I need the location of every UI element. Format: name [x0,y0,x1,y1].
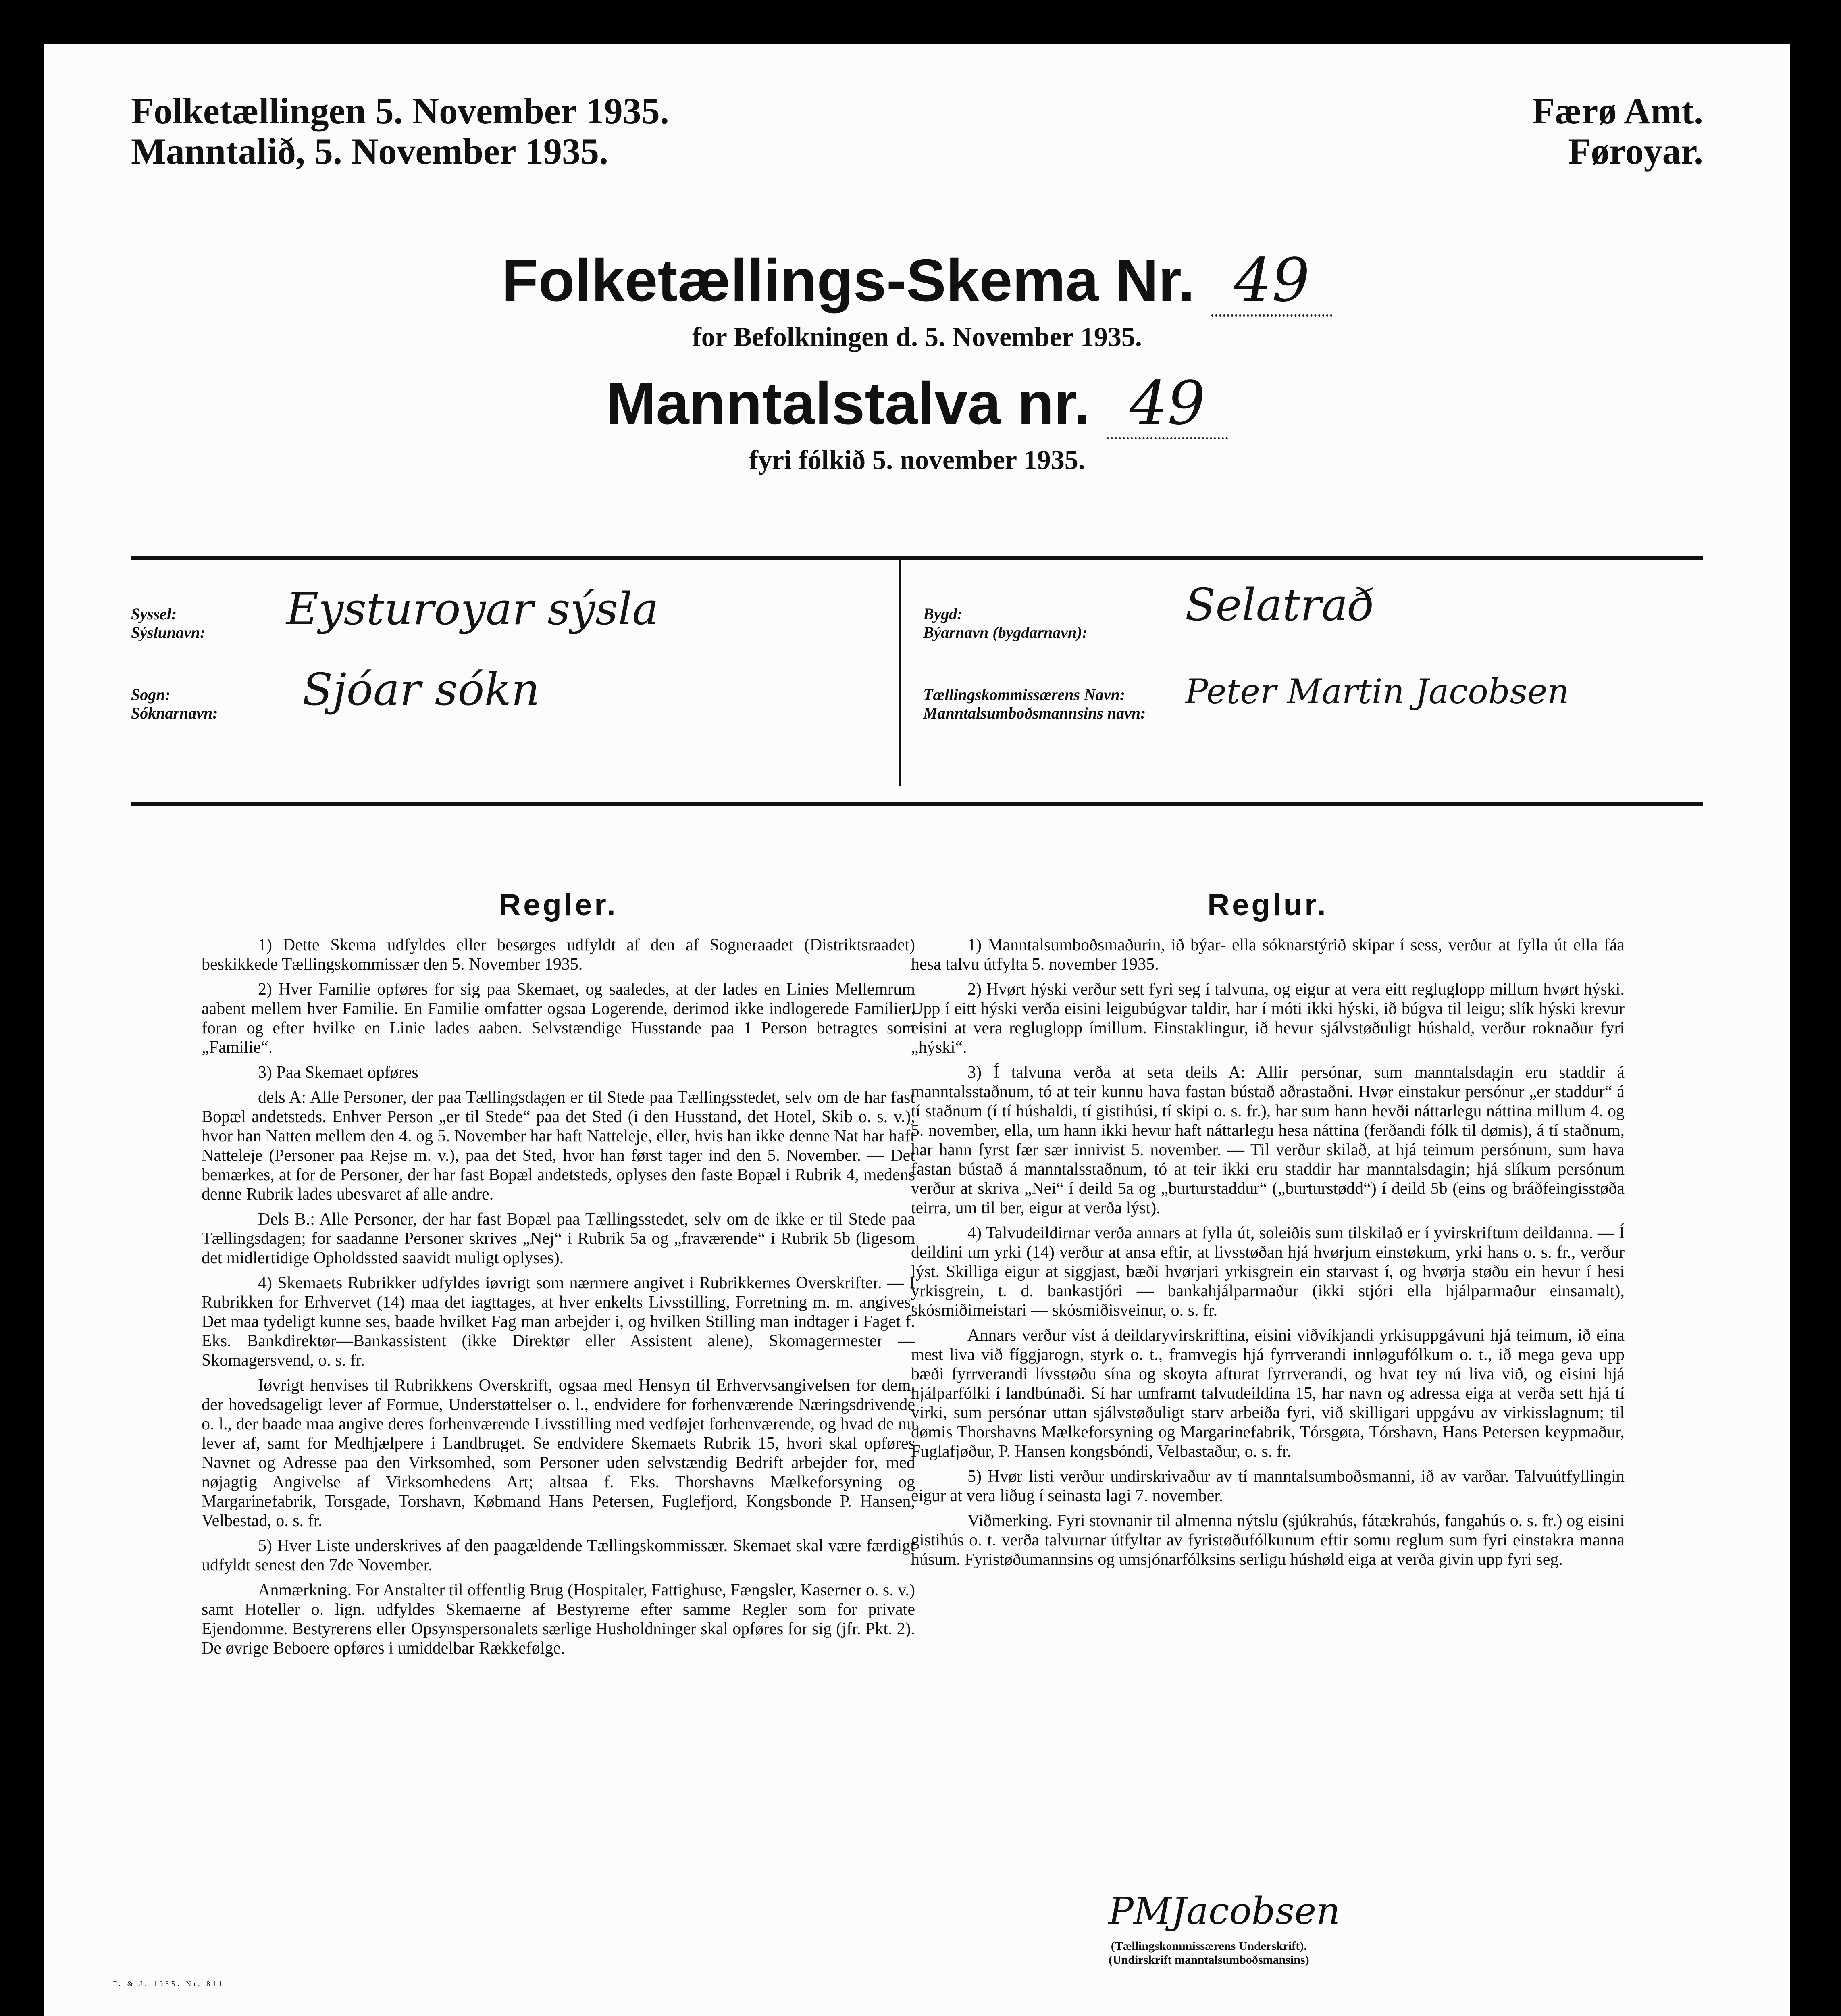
header-right-line1: Færø Amt. [1532,90,1703,131]
signature-caption [1109,1939,1309,1967]
signature-caption-faroese: (Undirskrift manntalsumboðsmansins) [1109,1953,1309,1966]
header-left [131,91,669,171]
reglur-paragraph: 2) Hvørt hýski verður sett fyri seg í talvuna, og eigur at vera eitt regluglopp millum hvørt hýski. Upp í eitt hýski verða eisini leigubúgvar taldir, har í móti ikki hýski, ið búgva til leigu; slík hýski krevur eisini at vera regluglopp ímillum. Einstaklingur, ið hevur sjálvstøðuligt húshald, verður roknaður fyri „hýski“. [911,980,1625,1057]
regler-column [202,887,915,1664]
regler-paragraph: Dels B.: Alle Personer, der har fast Bopæl paa Tællingsstedet, selv om de ikke er til Stede paa Tællingsdagen; for saadanne Personer skrives „Nej“ i Rubrik 5a og „fraværende“ i Rubrik 5b (ligesom det midlertidige Opholdssted saavidt muligt oplyses). [202,1210,915,1267]
kommissaer-label-line1: Tællingskommissærens Navn: [923,685,1125,704]
form-title-faroese [44,369,1790,439]
reglur-paragraph: Viðmerking. Fyri stovnanir til almenna nýtslu (sjúkrahús, fátækrahús, fangahús o. s. fr.) og eisini gistihús o. t. verða talvurnar útfyltar av fyristøðufólkunum eftir somu reglum sum fyri einstakra manna húsum. Fyristøðumannsins og umsjónarfólksins serligu húshøld eiga at verða givin upp fyri seg. [911,1512,1625,1569]
form-title-faroese-text: Manntalstalva nr. [606,370,1090,437]
regler-paragraph: Anmærkning. For Anstalter til offentlig Brug (Hospitaler, Fattighuse, Fængsler, Kaserner o. s. v.) samt Hoteller o. lign. udfyldes Skemaerne af Bestyrerne efter samme Regler som for private Ejendomme. Bestyrerens eller Opsynspersonalets særlige Husholdninger skal opføres for sig (jfr. Pkt. 2). De øvrige Beboere opføres i umiddelbar Rækkefølge. [202,1581,915,1658]
reglur-column [911,887,1625,1575]
form-subtitle-faroese: fyri fólkið 5. november 1935. [749,444,1085,475]
top-divider [131,556,1703,560]
form-title-danish [44,246,1790,317]
census-form-page [44,44,1790,2016]
reglur-paragraph: 5) Hvør listi verður undirskrivaður av tí manntalsumboðsmanni, ið av varðar. Talvuútfyllingin eigur at vera liðug í seinasta lagi 7. november. [911,1467,1625,1505]
signature-caption-danish: (Tællingskommissærens Underskrift). [1111,1939,1307,1953]
printer-mark: F. & J. 1935. Nr. 811 [113,1980,225,1988]
regler-heading: Regler. [499,888,618,922]
header-left-line1: Folketællingen 5. November 1935. [131,90,669,131]
syssel-value: Eysturoyar sýsla [286,583,659,635]
sogn-label-line2: Sóknarnavn: [131,704,218,722]
form-number-faroese: 49 [1107,369,1228,439]
syssel-label-line2: Sýslunavn: [131,623,206,641]
form-subtitle-danish: for Befolkningen d. 5. November 1935. [692,321,1142,352]
regler-paragraph: 1) Dette Skema udfyldes eller besørges udfyldt af den af Sogneraadet (Distriktsraadet) beskikkede Tællingskommissær den 5. November 1935. [202,936,915,974]
header-left-line2: Manntalið, 5. November 1935. [131,131,609,172]
kommissaer-label [923,685,1146,723]
reglur-paragraph: Annars verður víst á deildaryvirskriftina, eisini viðvíkjandi yrkisuppgávuni hjá teimum, ið eina mest liva við fíggjarogn, styrk o. t., framvegis hjá fyrrverandi innløgufólkum o. t., ið mega geva upp bæði fyrrverandi lívsstøðu sína og skoyta afturat fyrrverandi, og hvat tey nú liva við, og eisini hjá hjálparfólki í landbúnaði. Sí har umframt talvudeildina 15, har navn og adressa eiga at verða sett hjá tí virki, sum persónar uttan sjálvstøðuligt starv arbeiða fyri, við skilligari uppgávu av virkisslagnum; til dømis Thorshavns Mælkeforsyning og Margarinefabrik, Tórsgøta, Tórshavn, Hans Petersen keypmaður, Fuglafjøður, P. Hansen kongsbóndi, Velbastaður, o. s. fr. [911,1326,1625,1461]
reglur-paragraph: 4) Talvudeildirnar verða annars at fylla út, soleiðis sum tilskilað er í yvirskriftum deildanna. — Í deildini um yrki (14) verður at ansa eftir, at livsstøðan hjá hvørjum einstøkum, yrki hans o. s. fr., verður lýst. Skilliga eigur at siggjast, bæði hvørjari yrkisgrein ein starvast í, og hvørja støðu ein hevur í hesi yrkisgrein, t. d. bankastjóri — bankahjálparmaður (ikki stjóri ella hjálparmaður einsamalt), skósmiðimeistari — skósmiðisveinur, o. s. fr. [911,1224,1625,1320]
regler-paragraph: 4) Skemaets Rubrikker udfyldes iøvrigt som nærmere angivet i Rubrikkernes Overskrifter. — I Rubrikken for Erhvervet (14) maa det iagttages, at hver enkelts Livsstilling, Forretning m. m. angives. Det maa tydeligt kunne ses, baade hvilket Fag man arbejder i, og hvilken Stilling man indtager i Faget f. Eks. Bankdirektør—Bankassistent (ikke Direktør eller Assistent alene), Skomagermester — Skomagersvend, o. s. fr. [202,1274,915,1370]
header-right-line2: Føroyar. [1568,131,1703,172]
regler-paragraph: dels A: Alle Personer, der paa Tællingsdagen er til Stede paa Tællingsstedet, selv om de har fast Bopæl andetsteds. Enhver Person „er til Stede“ paa det Sted (i den Husstand, det Hotel, Skib o. s. v.), hvor han Natten mellem den 4. og 5. November har haft Natteleje, eller, hvis han ikke denne Nat har haft Natteleje (Personer paa Rejse m. v.), paa det Sted, hvor han først tager ind den 5. November. — Det bemærkes, at for de Personer, der har fast Bopæl andetsteds, oplyses den faste Bopæl i Rubrik 4, medens denne Rubrik lades ubesvaret af alle andre. [202,1088,915,1204]
sogn-label-line1: Sogn: [131,685,171,704]
bygd-value: Selatrað [1185,579,1375,631]
regler-paragraph: 2) Hver Familie opføres for sig paa Skemaet, og saaledes, at der lades en Linies Mellemrum aabent mellem hver Familie. En Familie omfatter ogsaa Logerende, derimod ikke indlogerede Familier, foran og efter hvilke en Linie lades aaben. Selvstændige Husstande paa 1 Person betragtes som „Familie“. [202,980,915,1057]
syssel-label-line1: Syssel: [131,605,177,623]
commissioner-signature: PMJacobsen [1109,1889,1340,1933]
bottom-divider [131,802,1703,806]
regler-paragraph: 3) Paa Skemaet opføres [258,1063,418,1082]
kommissaer-label-line2: Manntalsumboðsmannsins navn: [923,704,1146,722]
form-title-danish-text: Folketællings-Skema Nr. [501,247,1195,314]
regler-paragraph: Iøvrigt henvises til Rubrikkens Overskrift, ogsaa med Hensyn til Erhvervsangivelsen for dem, der hovedsageligt lever af Formue, Understøttelser o. l., endvidere for forhenværende Næringsdrivende o. l., der baade maa angive deres forhenværende Livsstilling med vedføjet forhenværende, og hvad de nu lever af, samt for Medhjælpere i Landbruget. Se endvidere Skemaets Rubrik 15, hvori skal opføres Navnet og Adresse paa den Virksomhed, som Personer uden selvstændig Bedrift arbejder for, med nøjagtig Angivelse af Virksomhedens Art; altsaa f. Eks. Thorshavns Mælkeforsyning og Margarinefabrik, Torsgade, Torshavn, Købmand Hans Petersen, Fuglefjord, Kongsbonde P. Hansen, Velbestad, o. s. fr. [202,1376,915,1530]
sogn-label [131,685,218,723]
syssel-label [131,605,206,642]
bygd-label [923,605,1088,642]
sogn-value: Sjóar sókn [302,664,540,715]
reglur-paragraph: 1) Manntalsumboðsmaðurin, ið býar- ella sóknarstýrið skipar í sess, verður at fylla út ella fáa hesa talvu útfylta 5. november 1935. [911,936,1625,974]
header-right [1532,91,1703,171]
fields-vertical-divider [899,560,901,786]
bygd-label-line2: Býarnavn (bygdarnavn): [923,623,1088,641]
reglur-paragraph: 3) Í talvuna verða at seta deils A: Allir persónar, sum manntalsdagin eru staddir á manntalsstaðnum, tó at teir kunnu hava fastan bústað aðrastaðni. Hvør einstakur persónur „er staddur“ á tí staðnum (í tí húshaldi, tí gistihúsi, tí skipi o. s. fr.), har sum hann hevði náttarlegu náttina millum 4. og 5. november, ella, um hann ikki hevur haft náttarlegu hesa náttina (ferðandi fólk til dømis), á tí staðnum, har hann fyrst fær sær innivist 5. november. — Til verður skilað, at hjá teimum persónum, sum hava fastan bústað á manntalsstaðnum, tó at teir ikki eru staddir har manntalsdagin; hjá slíkum persónum verður at skriva „Nei“ í deild 5a og „burturstaddur“ („burturstødd“) í deild 5b (eins og bráðfeingisstøða teirra, um til ber, eigur at verða lýst). [911,1063,1625,1217]
reglur-heading: Reglur. [1207,888,1328,922]
regler-paragraph: 5) Hver Liste underskrives af den paagældende Tællingskommissær. Skemaet skal være færdigt udfyldt senest den 7de November. [202,1537,915,1574]
title-block [44,246,1790,476]
bygd-label-line1: Bygd: [923,605,963,623]
kommissaer-value: Peter Martin Jacobsen [1185,672,1569,711]
form-number-danish: 49 [1211,246,1332,317]
